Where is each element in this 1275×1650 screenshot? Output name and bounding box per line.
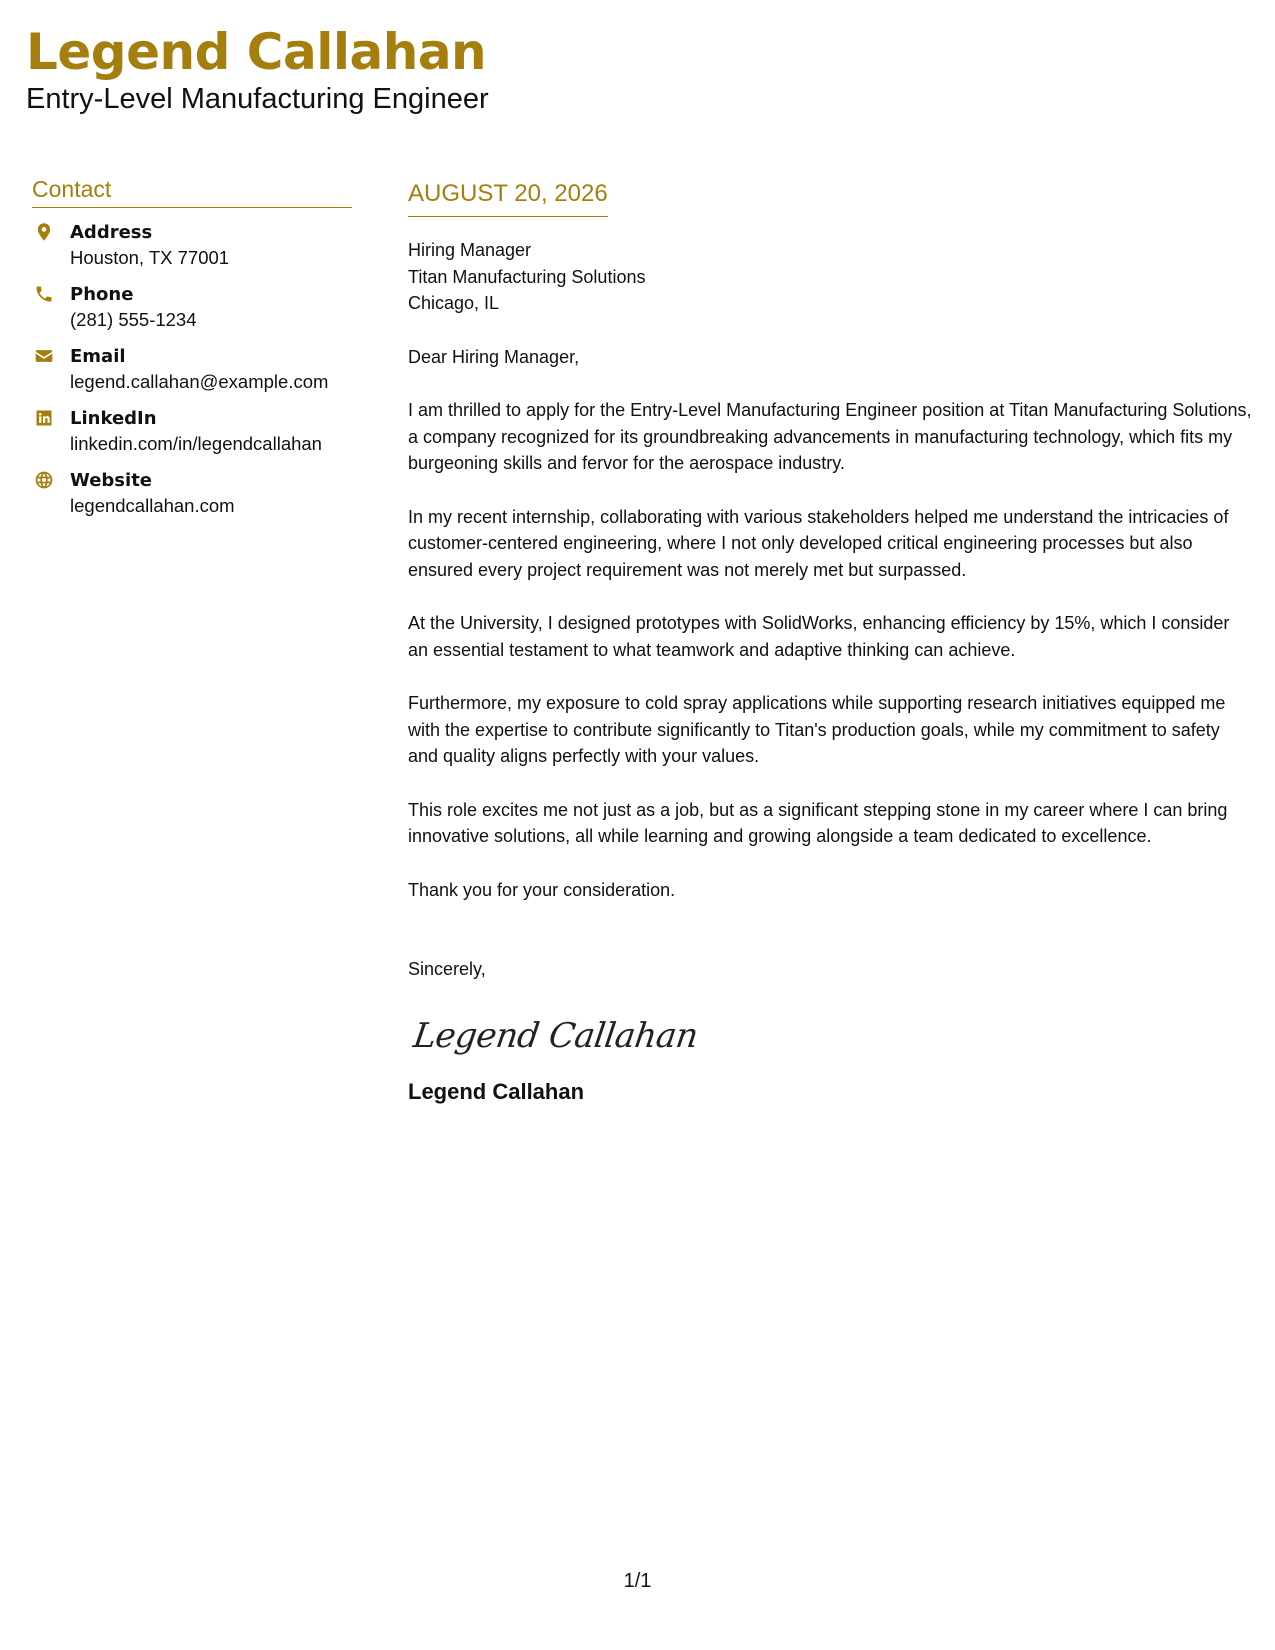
contact-value[interactable]: legend.callahan@example.com: [70, 371, 329, 392]
recipient-line: Titan Manufacturing Solutions: [408, 266, 646, 287]
contact-label: Website: [70, 470, 153, 491]
signature-text: Legend Callahan: [410, 1015, 701, 1056]
linkedin-icon: [34, 408, 54, 428]
letter-paragraph: I am thrilled to apply for the Entry-Level Manufacturing Engineer position at Titan Manufacturing Solutions, a company recognized for its groundbreaking advancements in manufacturing technology, which fits my burgeoning skills and fervor for the aerospace industry.: [408, 400, 1252, 473]
letter-body: [408, 178, 1253, 1107]
contact-label: Address: [70, 222, 153, 243]
contact-website: [32, 468, 352, 519]
recipient-line: Hiring Manager: [408, 240, 532, 260]
signer-name: Legend Callahan: [408, 1078, 585, 1104]
contact-label: Phone: [70, 284, 134, 305]
salutation: Dear Hiring Manager,: [408, 346, 580, 367]
contact-label: LinkedIn: [70, 408, 157, 429]
letter-paragraph: At the University, I designed prototypes with SolidWorks, enhancing efficiency by 15%, which I consider an essential testament to what teamwork and adaptive thinking can achieve.: [408, 613, 1230, 660]
contact-label: Email: [70, 346, 126, 367]
page-number: 1/1: [623, 1570, 652, 1592]
contact-linkedin: [32, 406, 352, 457]
recipient-block: [408, 237, 1253, 317]
closing: Sincerely,: [408, 959, 486, 979]
handwritten-signature: [410, 1005, 1253, 1075]
letter-paragraph: This role excites me not just as a job, but as a significant stepping stone in my career where I can bring innovative solutions, all while learning and growing alongside a team dedicated to excellence.: [408, 799, 1228, 846]
phone-icon: [34, 284, 54, 304]
contact-email: [32, 344, 352, 395]
letter-date: AUGUST 20, 2026: [408, 178, 608, 217]
contact-sidebar: [32, 174, 352, 530]
letter-paragraph: In my recent internship, collaborating with various stakeholders helped me understand the intricacies of customer-centered engineering, where I not only developed critical engineering processes but also ensured every project requirement was not merely met but surpassed.: [408, 506, 1229, 580]
globe-icon: [34, 470, 54, 490]
applicant-name: Legend Callahan: [26, 23, 487, 81]
letter-paragraph: Furthermore, my exposure to cold spray applications while supporting research initiatives equipped me with the expertise to contribute significantly to Titan's production goals, while my commitment to safety and quality aligns perfectly with your values.: [408, 693, 1226, 766]
map-pin-icon: [34, 222, 54, 242]
letter-header: [26, 22, 489, 116]
letter-paragraph: Thank you for your consideration.: [408, 879, 676, 900]
applicant-title: Entry-Level Manufacturing Engineer: [26, 83, 489, 115]
contact-address: [32, 220, 352, 271]
envelope-icon: [34, 346, 54, 366]
contact-value[interactable]: linkedin.com/in/legendcallahan: [70, 433, 322, 454]
contact-value: Houston, TX 77001: [70, 247, 230, 268]
contact-value[interactable]: legendcallahan.com: [70, 495, 235, 516]
contact-value: (281) 555-1234: [70, 309, 197, 330]
contact-heading: Contact: [32, 174, 352, 208]
recipient-line: Chicago, IL: [408, 293, 500, 313]
contact-phone: [32, 282, 352, 333]
